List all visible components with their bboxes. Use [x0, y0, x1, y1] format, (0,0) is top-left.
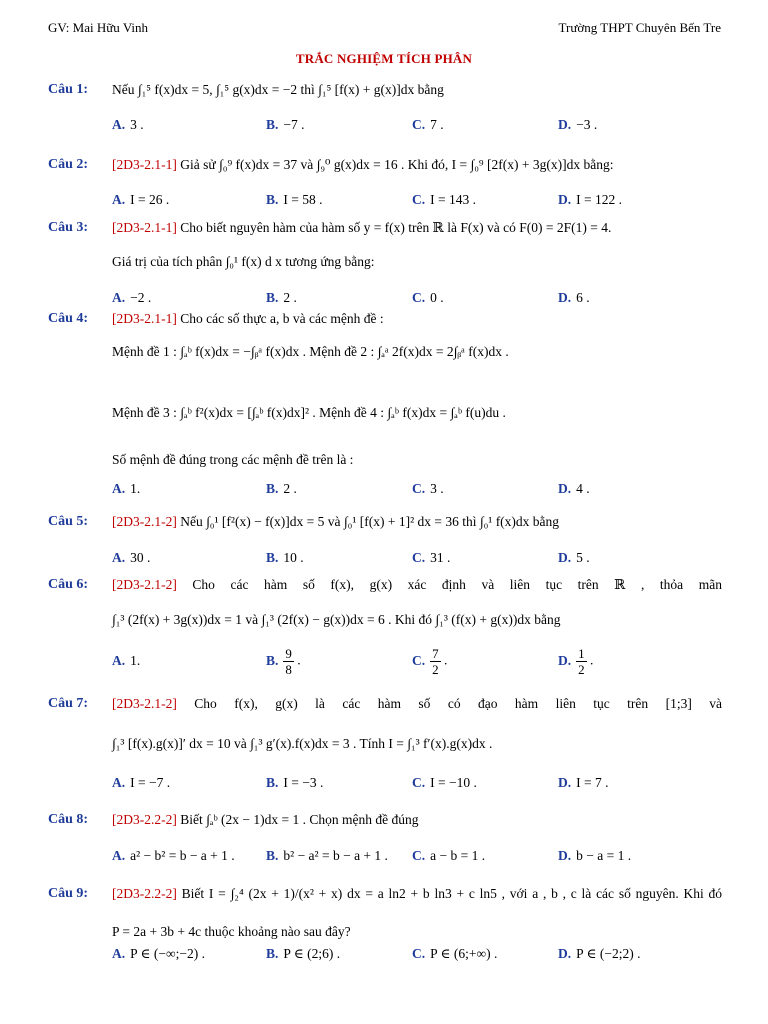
- option-key: C.: [412, 117, 426, 132]
- option-period: .: [440, 652, 448, 668]
- question-code: [2D3-2.1-2]: [112, 696, 195, 711]
- option-text: b² − a² = b − a + 1 .: [283, 848, 388, 863]
- question-line: Số mệnh đề đúng trong các mệnh đề trên là :: [112, 452, 354, 467]
- question-code: [2D3-2.1-1]: [112, 157, 181, 172]
- question-line: Nếu ∫₀¹ [f²(x) − f(x)]dx = 5 và ∫₀¹ [f(x) + 1]² dx = 36 thì ∫₀¹ f(x)dx bằng: [180, 514, 560, 529]
- question-label: Câu 7:: [48, 696, 89, 711]
- question-text: [112, 254, 375, 270]
- answer-option[interactable]: [412, 117, 444, 133]
- option-text: I = 122 .: [576, 192, 622, 207]
- option-key: D.: [558, 946, 572, 961]
- question-line: Mệnh đề 1 : ∫ₐᵇ f(x)dx = −∫ᵦᵃ f(x)dx . Mệnh đề 2 : ∫ₐᵃ 2f(x)dx = 2∫ᵦᵃ f(x)dx .: [112, 344, 509, 359]
- answer-option[interactable]: [112, 775, 170, 791]
- option-text: −7 .: [283, 117, 305, 132]
- question-text: [112, 311, 384, 327]
- answer-option[interactable]: [412, 775, 477, 791]
- question-code: [2D3-2.1-1]: [112, 220, 181, 235]
- option-key: A.: [112, 290, 126, 305]
- option-text: 3 .: [130, 117, 144, 132]
- option-text: 6 .: [576, 290, 590, 305]
- option-text: −2 .: [130, 290, 152, 305]
- option-key: C.: [412, 848, 426, 863]
- option-key: D.: [558, 481, 572, 496]
- answer-option[interactable]: [266, 117, 305, 133]
- option-key: C.: [412, 550, 426, 565]
- answer-option[interactable]: [112, 550, 150, 566]
- option-text: a² − b² = b − a + 1 .: [130, 848, 235, 863]
- question-code: [2D3-2.2-2]: [112, 812, 181, 827]
- option-key: C.: [412, 192, 426, 207]
- question-label: Câu 2:: [48, 157, 89, 172]
- option-text: I = −3 .: [283, 775, 324, 790]
- answer-option[interactable]: [412, 481, 444, 497]
- option-text: I = −7 .: [130, 775, 171, 790]
- option-fraction: [283, 646, 294, 677]
- option-key: D.: [558, 775, 572, 790]
- option-period: .: [293, 652, 301, 668]
- answer-option[interactable]: [558, 290, 590, 306]
- answer-option[interactable]: [412, 290, 444, 306]
- header-teacher: GV: Mai Hữu Vinh: [48, 20, 149, 35]
- option-key: A.: [112, 550, 126, 565]
- question-text: [112, 612, 560, 628]
- option-key: C.: [412, 775, 426, 790]
- question-line: Biết I = ∫₂⁴ (2x + 1)/(x² + x) dx = a ln2 + b ln3 + c ln5 , với a , b , c là các số nguyên. Khi đó: [181, 886, 723, 901]
- question-line: Giá trị của tích phân ∫₀¹ f(x) d x tương ứng bằng:: [112, 254, 375, 269]
- option-key: A.: [112, 117, 126, 132]
- option-text: I = 7 .: [576, 775, 609, 790]
- option-text: 7 .: [430, 117, 444, 132]
- question-text: [112, 405, 506, 421]
- question-line: ∫₁³ [f(x).g(x)]′ dx = 10 và ∫₁³ g′(x).f(x)dx = 3 . Tính I = ∫₁³ f′(x).g(x)dx .: [112, 736, 493, 751]
- answer-option[interactable]: [558, 481, 590, 497]
- answer-option[interactable]: [412, 848, 485, 864]
- fraction-denominator: 2: [578, 662, 585, 677]
- answer-option[interactable]: [558, 117, 597, 133]
- option-text: 2 .: [283, 481, 297, 496]
- answer-option[interactable]: [266, 192, 323, 208]
- question-text: [112, 924, 351, 940]
- option-text: 31 .: [430, 550, 451, 565]
- answer-option[interactable]: [412, 192, 476, 208]
- question-line: Nếu ∫₁⁵ f(x)dx = 5, ∫₁⁵ g(x)dx = −2 thì ∫₁⁵ [f(x) + g(x)]dx bằng: [112, 82, 444, 97]
- option-key: B.: [266, 481, 279, 496]
- option-key: B.: [266, 652, 279, 668]
- answer-option[interactable]: [112, 192, 169, 208]
- question-label: Câu 8:: [48, 812, 89, 827]
- option-fraction: [576, 646, 587, 677]
- option-text: P ∈ (6;+∞) .: [430, 946, 498, 961]
- answer-option[interactable]: [558, 192, 622, 208]
- answer-option[interactable]: [266, 290, 297, 306]
- question-code: [2D3-2.1-1]: [112, 311, 181, 326]
- question-text: [112, 157, 613, 173]
- option-key: D.: [558, 192, 572, 207]
- question-line: P = 2a + 3b + 4c thuộc khoảng nào sau đây?: [112, 924, 351, 939]
- answer-option[interactable]: [112, 117, 144, 133]
- fraction-numerator: 9: [285, 646, 292, 661]
- answer-option[interactable]: [558, 848, 631, 864]
- option-key: D.: [558, 117, 572, 132]
- option-key: A.: [112, 775, 126, 790]
- question-text: [112, 82, 444, 98]
- answer-option[interactable]: [266, 646, 301, 677]
- fraction-numerator: 7: [432, 646, 439, 661]
- option-text: −3 .: [576, 117, 598, 132]
- option-key: D.: [558, 848, 572, 863]
- option-key: B.: [266, 775, 279, 790]
- option-text: a − b = 1 .: [430, 848, 486, 863]
- answer-option[interactable]: [112, 481, 140, 497]
- answer-option[interactable]: [112, 290, 151, 306]
- question-label: Câu 3:: [48, 220, 89, 235]
- answer-option[interactable]: [558, 646, 593, 677]
- question-text: [112, 736, 492, 752]
- question-text: [112, 886, 722, 902]
- option-text: b − a = 1 .: [576, 848, 632, 863]
- header-school: Trường THPT Chuyên Bến Tre: [558, 20, 721, 35]
- option-period: .: [586, 652, 594, 668]
- option-text: 30 .: [130, 550, 151, 565]
- question-text: [112, 452, 353, 468]
- question-line: ∫₁³ (2f(x) + 3g(x))dx = 1 và ∫₁³ (2f(x) − g(x))dx = 6 . Khi đó ∫₁³ (f(x) + g(x))dx bằng: [112, 612, 561, 627]
- answer-option[interactable]: [412, 946, 497, 962]
- option-text: 1.: [130, 653, 141, 668]
- question-line: Biết ∫ₐᵇ (2x − 1)dx = 1 . Chọn mệnh đề đúng: [180, 812, 419, 827]
- option-key: D.: [558, 290, 572, 305]
- option-text: 1.: [130, 481, 141, 496]
- option-text: 3 .: [430, 481, 444, 496]
- question-label: Câu 4:: [48, 311, 89, 326]
- question-label: Câu 5:: [48, 514, 89, 529]
- option-text: I = 58 .: [283, 192, 323, 207]
- answer-option[interactable]: [412, 646, 447, 677]
- option-text: I = 143 .: [430, 192, 476, 207]
- question-code: [2D3-2.1-2]: [112, 514, 181, 529]
- question-text: [112, 344, 509, 360]
- option-text: I = 26 .: [130, 192, 170, 207]
- option-text: P ∈ (−∞;−2) .: [130, 946, 205, 961]
- question-code: [2D3-2.1-2]: [112, 577, 193, 592]
- question-text: [112, 696, 722, 712]
- option-key: A.: [112, 653, 126, 668]
- fraction-numerator: 1: [578, 646, 585, 661]
- answer-option[interactable]: [558, 775, 608, 791]
- question-line: Mệnh đề 3 : ∫ₐᵇ f²(x)dx = [∫ₐᵇ f(x)dx]² . Mệnh đề 4 : ∫ₐᵇ f(x)dx = ∫ₐᵇ f(u)du .: [112, 405, 506, 420]
- option-text: P ∈ (−2;2) .: [576, 946, 641, 961]
- option-text: 2 .: [283, 290, 297, 305]
- option-text: 10 .: [283, 550, 304, 565]
- option-key: B.: [266, 550, 279, 565]
- option-text: 0 .: [430, 290, 444, 305]
- answer-option[interactable]: [266, 550, 304, 566]
- question-line: Cho các số thực a, b và các mệnh đề :: [180, 311, 384, 326]
- option-key: B.: [266, 946, 279, 961]
- question-line: Cho f(x), g(x) là các hàm số có đạo hàm liên tục trên [1;3] và: [194, 696, 723, 711]
- question-text: [112, 514, 559, 530]
- answer-option[interactable]: [112, 653, 140, 669]
- option-text: I = −10 .: [430, 775, 477, 790]
- option-key: A.: [112, 946, 126, 961]
- option-key: D.: [558, 550, 572, 565]
- option-key: D.: [558, 652, 572, 668]
- answer-option[interactable]: [412, 550, 450, 566]
- option-key: A.: [112, 481, 126, 496]
- option-key: C.: [412, 652, 426, 668]
- option-key: B.: [266, 848, 279, 863]
- option-key: B.: [266, 192, 279, 207]
- option-text: 4 .: [576, 481, 590, 496]
- answer-option[interactable]: [558, 550, 590, 566]
- answer-option[interactable]: [112, 848, 235, 864]
- answer-option[interactable]: [558, 946, 640, 962]
- question-label: Câu 6:: [48, 577, 89, 592]
- answer-option[interactable]: [266, 848, 388, 864]
- answer-option[interactable]: [266, 481, 297, 497]
- question-line: Cho biết nguyên hàm của hàm số y = f(x) trên ℝ là F(x) và có F(0) = 2F(1) = 4.: [180, 220, 612, 235]
- option-text: P ∈ (2;6) .: [283, 946, 341, 961]
- question-label: Câu 9:: [48, 886, 89, 901]
- option-key: B.: [266, 117, 279, 132]
- fraction-denominator: 8: [285, 662, 292, 677]
- question-text: [112, 812, 419, 828]
- option-key: C.: [412, 290, 426, 305]
- option-fraction: [430, 646, 441, 677]
- answer-option[interactable]: [266, 775, 323, 791]
- question-label: Câu 1:: [48, 82, 89, 97]
- option-key: A.: [112, 848, 126, 863]
- option-text: 5 .: [576, 550, 590, 565]
- fraction-denominator: 2: [432, 662, 439, 677]
- question-code: [2D3-2.2-2]: [112, 886, 182, 901]
- option-key: C.: [412, 481, 426, 496]
- question-text: [112, 220, 611, 236]
- option-key: B.: [266, 290, 279, 305]
- option-key: A.: [112, 192, 126, 207]
- answer-option[interactable]: [266, 946, 340, 962]
- answer-option[interactable]: [112, 946, 205, 962]
- question-line: Giả sử ∫₀⁹ f(x)dx = 37 và ∫₉⁰ g(x)dx = 16 . Khi đó, I = ∫₀⁹ [2f(x) + 3g(x)]dx bằng:: [180, 157, 614, 172]
- question-text: [112, 577, 722, 593]
- option-key: C.: [412, 946, 426, 961]
- question-line: Cho các hàm số f(x), g(x) xác định và liên tục trên ℝ , thỏa mãn: [192, 577, 722, 592]
- page-title: TRẮC NGHIỆM TÍCH PHÂN: [295, 51, 473, 66]
